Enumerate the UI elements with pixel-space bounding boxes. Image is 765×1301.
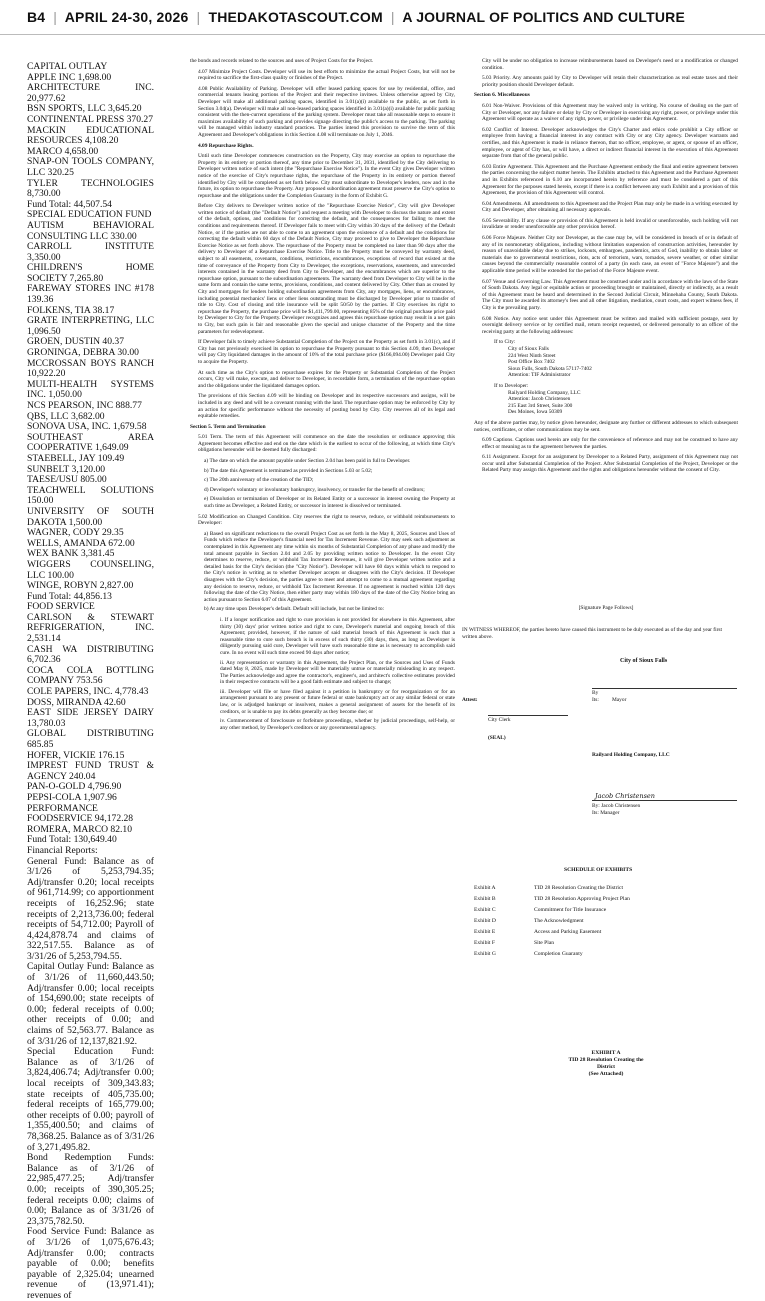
its-label: Its: bbox=[592, 697, 599, 703]
section-6-02: 6.02 Conflict of Interest. Developer acknowledges the City's Charter and ethics code prohibit a City officer or employee from having a financial interest in any contract with City or any City agency. Developer warrants and certifies, and this Agreement is made in reliance thereon, that no officer, employee, or agent, or spouse of an officer, employee, or agent of City has, or will have, a direct or indirect financial interest in the execution of this Agreement separate from that of the general public. bbox=[482, 126, 738, 160]
exhibit-label: Exhibit B bbox=[474, 896, 496, 902]
claim-line: PAN-O-GOLD 4,796.90 bbox=[27, 781, 122, 793]
claim-line: CARLSON & STEWART REFRIGERATION, INC. 2,531.14 bbox=[27, 611, 154, 645]
claim-line: SPECIAL EDUCATION FUND bbox=[27, 209, 152, 221]
paragraph: the bonds and records related to the sources and uses of Project Costs for the Project. bbox=[190, 58, 374, 64]
claim-line: Special Education Fund: Balance as of 3/1/26 of 3,824,406.74; Adj/transfer 0.00; local receipts of 309,343.83; state receipts of 405,735.00; federal receipts of 165,779.00; other receipts of 0.00; payroll of 1,355,400.50; and claims of 78,368.25. Balance as of 3/31/26 of 3,271,495.82. bbox=[27, 1046, 154, 1153]
address-line: Post Office Box 7402 bbox=[508, 359, 555, 366]
address-line: Des Moines, Iowa 50309 bbox=[508, 409, 563, 416]
exhibit-label: Exhibit D bbox=[474, 918, 496, 924]
tagline: A JOURNAL OF POLITICS AND CULTURE bbox=[402, 9, 686, 25]
address-label: If to City: bbox=[494, 339, 516, 346]
claim-line: Fund Total: 44,856.13 bbox=[27, 590, 112, 602]
list-item: ii. Any representation or warranty in this Agreement, the Project Plan, or the Sources and Uses of Funds dated May 8, 2025, made by Developer will be materially untrue or materially misleading in any respect. The Parties acknowledge and agree the contractor's, engineer's, and architect's collective estimates provided in their respective contracts will be a good faith estimate and subject to change; bbox=[220, 659, 455, 686]
list-item: e) Dissolution or termination of Developer or its Related Entity or a successor in interest owning the Property at such time as Developer, a Related Entity, or successor in interest is dissolved or terminated. bbox=[204, 496, 455, 510]
claim-line: FOOD SERVICE bbox=[27, 601, 95, 613]
claim-line: Capital Outlay Fund: Balance as of 3/1/26 of 11,660,443.50; Adj/transfer 0.00; local receipts of 154,690.00; state receipts of 0.00; federal receipts of 0.00; other receipts of 0.00; and claims of 52,563.77. Balance as of 3/31/26 of 12,137,821.92. bbox=[27, 961, 154, 1047]
claim-line: MACKIN EDUCATIONAL RESOURCES 4,108.20 bbox=[27, 124, 154, 147]
claim-line: PERFORMANCE FOODSERVICE 94,172.28 bbox=[27, 802, 134, 825]
agreement-column-3 bbox=[474, 58, 738, 478]
exhibit-label: Exhibit F bbox=[474, 940, 495, 946]
notice-paragraph: Any of the above parties may, by notice given hereunder, designate any further or different addresses to which subsequent notices, certificates, or other communications may be sent. bbox=[474, 419, 738, 433]
claim-line: Financial Reports: bbox=[27, 844, 98, 856]
city-address bbox=[494, 339, 738, 379]
list-item: i. If a longer notification and right to cure provision is not provided for elsewhere in this Agreement, after thirty (30) days' prior written notice and right to cure, Developer's material and ongoing breach of this Agreement; provided, however, if the nature of said material breach of this Agreement is such that a reasonable time to cure such breach is in excess of such thirty (30) days, then, as long as Developer is diligently pursuing said cure, Developer will have such reasonable time as is necessary to accomplish said cure. In no event will such time exceed 90 days after notice; bbox=[220, 616, 455, 656]
claim-line: SONOVA USA, INC. 1,679.58 bbox=[27, 421, 147, 433]
claim-line: HOFER, VICKIE 176.15 bbox=[27, 749, 125, 761]
signature-line bbox=[592, 800, 737, 801]
claim-line: WINGE, ROBYN 2,827.00 bbox=[27, 580, 134, 592]
claim-line: SNAP-ON TOOLS COMPANY, LLC 320.25 bbox=[27, 156, 154, 178]
site-link[interactable]: THEDAKOTASCOUT.COM bbox=[208, 9, 383, 25]
exhibit-row bbox=[474, 929, 738, 940]
attest-label: Attest: bbox=[462, 697, 478, 703]
list-item: b) The date this Agreement is terminated as provided in Sections 5.03 or 5.02; bbox=[204, 467, 373, 474]
section-6-08: 6.08 Notice. Any notice sent under this Agreement must be written and mailed with sufficient postage, sent by overnight delivery service or by certified mail, return receipt requested, or delivered personally to an officer of the receiving party at the following addresses: bbox=[482, 315, 738, 335]
signature-line bbox=[592, 688, 737, 689]
exhibit-title: TID 28 Resolution Creating the District bbox=[534, 885, 624, 891]
claim-line: CAPITAL OUTLAY bbox=[27, 61, 108, 72]
header-line: B4 | APRIL 24-30, 2026 | THEDAKOTASCOUT.COM | A JOURNAL OF POLITICS AND CULTURE bbox=[27, 9, 686, 25]
list-item: iii. Developer will file or have filed against it a petition in bankruptcy or for reorganization or for an arrangement pursuant to any present or future federal or state bankruptcy act or any similar federal or state law, or is adjudged bankrupt or insolvent, makes a general assignment of assets for the benefit of its creditors, or is unable to pay its debts generally as they become due; or bbox=[220, 688, 455, 715]
section-4-09-c: If Developer fails to timely achieve Substantial Completion of the Project on the Property as set forth in 3.01(c), and if City has not previously exercised its option to repurchase the Property pursuant to this Section 4.09, then Developer will pay City liquidated damages in the amount of 10% of the total purchase price ($166,094.00) Developer paid City to acquire the Property. bbox=[198, 339, 455, 365]
claim-line: TEACHWELL SOLUTIONS 150.00 bbox=[27, 484, 154, 507]
section-4-07: 4.07 Minimize Project Costs. Developer will use its best efforts to minimize the actual Project Costs, but will not be required to sacrifice the first-class quality or finishes of the Project. bbox=[198, 68, 455, 82]
section-4-08: 4.08 Public Availability of Parking. Developer will offer leased parking spaces for use by residential, office, and commercial tenants leasing portions of the Project and their respective invitees. Unless otherwise agreed by City, Developer will make all additional parking spaces, identified in 3.01(a)(i) available to the public, as set forth in Section 3.04(a). Developer will make all non-leased parking spaces identified in 3.01(a)(i) available for public parking consistent with the then-current operations of the parking system. Developer must take all reasonable steps to ensure it maximizes availability of such parking and provides signage directing the public's access to the parking. The parking will be managed within industry standard practices. The parties intend this provision to survive the term of this Agreement and Developer's obligations in this Section 4.08 will terminate on July 1, 2046. bbox=[198, 85, 455, 138]
exhibit-row bbox=[474, 896, 738, 907]
by-label: By bbox=[592, 690, 599, 696]
claim-line: TYLER TECHNOLOGIES 8,730.00 bbox=[27, 177, 154, 200]
address-line: Attention: Jacob Christensen bbox=[508, 396, 571, 403]
claim-line: IMPREST FUND TRUST & AGENCY 240.04 bbox=[27, 760, 154, 782]
section-6-01: 6.01 Non-Waiver. Provisions of this Agreement may be waived only in writing. No course of dealing on the part of City or Developer, nor any failure or delay by City or Developer in exercising any right, power, or privilege under this Agreement will operate as a waiver of any right, power, or privilege under this Agreement. bbox=[482, 102, 738, 123]
exhibits-title: SCHEDULE OF EXHIBITS bbox=[564, 867, 633, 873]
paragraph: City will be under no obligation to increase reimbursements based on Developer's need or a modification or changed condition. bbox=[482, 58, 738, 71]
developer-address bbox=[494, 383, 738, 416]
list-item: iv. Commencement of foreclosure or forfeiture proceedings, whether by judicial proceedings, self-help, or any other method, by Developer's creditors or any governmental agency. bbox=[220, 718, 455, 731]
page-header bbox=[0, 0, 765, 35]
claim-line: WAGNER, CODY 29.35 bbox=[27, 527, 124, 539]
exhibit-label: Exhibit E bbox=[474, 929, 496, 935]
claim-line: General Fund: Balance as of 3/1/26 of 5,253,794.35; Adj/transfer 0.20; local receipts of 961,714.99; co apportionment receipts of 16,252.96; state receipts of 2,213,736.00; federal receipts of 54,712.00; Payroll of 4,424,878.74 and claims of 322,517.55. Balance as of 3/31/26 of 5,253,794.55. bbox=[27, 855, 154, 962]
claim-line: Bond Redemption Funds: Balance as of 3/1/26 of 22,985,477.25; Adj/transfer 0.00; receipts of 390,305.25; federal receipts 0.00; claims of 0.00; Balance as of 3/31/26 of 23,375,782.50. bbox=[27, 1152, 154, 1227]
section-5-02: 5.02 Modification on Changed Condition. City reserves the right to reserve, reduce, or withhold reimbursements to Developer: bbox=[198, 513, 455, 527]
exhibit-title: The Acknowledgment bbox=[534, 918, 584, 924]
address-line: City of Sioux Falls bbox=[508, 345, 549, 352]
section-4-09-b: Before City delivers to Developer written notice of the "Repurchase Exercise Notice", City will give Developer written notice of default (the "Default Notice") and request a meeting with Developer to discuss the nature and extent of the default, options, and conditions for correcting the default, and the consequences for failing to meet the conditions and requirements thereof. If Developer fails to meet with City within 30 days of the delivery of the Default Notice, or if the parties are not able to come to an agreement upon the existence of a default and the conditions for correcting the default within 60 days of the Default Notice, City may proceed to give to Developer the Repurchase Exercise Notice as set forth above. The repurchase of the Property must be completed no later than 90 days after the delivery to Developer of a Repurchase Exercise Notice. Title to the Property must be conveyed by warranty deed, subject to all easements, covenants, conditions, restrictions, encumbrances, exceptions of record that existed at the time of conveyance of the Property from City to Developer, the exceptions, reservations, easements, and unrecorded interests contained in the warranty deed from City to Developer, and the encumbrances which are superior to the repurchase option, pursuant to the subordination agreements. The warranty deed from Developer to City will be in the same form and contain the same terms, provisions, conditions, and content delivered by City. Other than as created by City and mortgages for lenders holding subordination agreements from City, any mortgages, liens, or encumbrances, including potential mechanics' liens or other liens outstanding must be discharged by Developer prior to transfer of title to City. Cost of closing and title insurance will be split 50/50 by the parties. If City exercises its right to repurchase the Property, the purchase price will be $1,411,799.00, representing 85% of the original purchase price paid by Developer to City for the Property. Developer recognizes and agrees this repurchase option may result in a net gain to City, but such gain is fair and reasonable given the special and unique character of the Property and the time parameters for redevelopment. bbox=[198, 203, 455, 335]
claim-line: STAEBELL, JAY 109.49 bbox=[27, 452, 125, 464]
signature-line bbox=[488, 715, 568, 716]
schedule-of-exhibits bbox=[474, 867, 738, 962]
claim-line: APPLE INC 1,698.00 bbox=[27, 71, 112, 83]
exhibit-a-line: District bbox=[596, 1064, 616, 1070]
claim-line: FOLKENS, TIA 38.17 bbox=[27, 304, 115, 316]
section-6-06: 6.06 Force Majeure. Neither City nor Developer, as the case may be, will be considered in breach of or in default of any of its nonmonetary obligations, including without limitation suspension of construction activities, hereunder by reason of unavoidable delay due to strikes, lockouts, embargoes, pandemics, acts of God, inability to obtain labor or materials due to governmental restrictions, riots, acts of terrorism, wars, tornados, severe weather, or other similar causes beyond the commercially reasonable control of a party (in each case, an event of "Force Majeure") and the applicable time period will be extended for the period of the Force Majeure event. bbox=[482, 235, 738, 275]
signature-city: City of Sioux Falls bbox=[620, 658, 668, 664]
claim-line: CHILDREN'S HOME SOCIETY 7,265.80 bbox=[27, 262, 154, 284]
claim-line: MULTI-HEALTH SYSTEMS INC. 1,050.00 bbox=[27, 378, 154, 401]
claim-line: CARROLL INSTITUTE 3,350.00 bbox=[27, 241, 154, 263]
exhibit-row bbox=[474, 907, 738, 918]
claim-line: CONTINENTAL PRESS 370.27 bbox=[27, 113, 153, 125]
exhibit-row bbox=[474, 940, 738, 951]
claim-line: BSN SPORTS, LLC 3,645.20 bbox=[27, 103, 142, 115]
claim-line: GRONINGA, DEBRA 30.00 bbox=[27, 347, 139, 359]
exhibit-a-title: EXHIBIT A bbox=[591, 1050, 621, 1056]
exhibit-row bbox=[474, 918, 738, 929]
claim-line: GLOBAL DISTRIBUTING 685.85 bbox=[27, 728, 154, 750]
section-6-03: 6.03 Entire Agreement. This Agreement and the Purchase Agreement embody the final and entire agreement between the parties concerning the subject matter herein. The Exhibits attached to this Agreement and the Purchase Agreement and its Exhibits referenced in 6.10 are incorporated herein by reference and must be considered a part of this Agreement for the purposes stated herein, except if there is a conflict between any such Exhibit and a provision of this Agreement, the provision of this Agreement will control. bbox=[482, 163, 738, 197]
claim-line: DOSS, MIRANDA 42.60 bbox=[27, 696, 126, 708]
section-5-03: 5.03 Priority. Any amounts paid by City to Developer will retain their characterization as real estate taxes and their priority position should Developer default. bbox=[482, 75, 738, 88]
claim-line: WEX BANK 3,381.45 bbox=[27, 548, 115, 560]
list-item: b) At any time upon Developer's default. Default will include, but not be limited to: bbox=[204, 606, 385, 613]
section-6-09: 6.09 Captions. Captions used herein are only for the convenience of reference and may not be construed to have any effect or meaning as to the agreement between the parties. bbox=[482, 437, 738, 450]
mayor-label: Mayor bbox=[612, 697, 627, 703]
exhibit-label: Exhibit G bbox=[474, 951, 496, 957]
term-list bbox=[204, 458, 455, 510]
claim-line: AUTISM BEHAVIORAL CONSULTING LLC 330.00 bbox=[27, 219, 154, 242]
address-line: 224 West Ninth Street bbox=[508, 352, 556, 359]
issue-date: APRIL 24-30, 2026 bbox=[64, 9, 189, 25]
claim-line: SOUTHEAST AREA COOPERATIVE 1,649.09 bbox=[27, 431, 154, 454]
section-6-04: 6.04 Amendments. All amendments to this Agreement and the Project Plan may only be made in a writing executed by City and Developer, after obtaining all necessary approvals. bbox=[482, 200, 738, 214]
address-line: 215 East 3rd Street, Suite 300 bbox=[508, 402, 573, 409]
exhibit-label: Exhibit A bbox=[474, 885, 496, 891]
exhibit-a-line: TID 28 Resolution Creating the bbox=[568, 1057, 644, 1063]
exhibits-list bbox=[474, 885, 738, 962]
claim-line: WELLS, AMANDA 672.00 bbox=[27, 537, 135, 549]
section-4-09-e: The provisions of this Section 4.09 will be binding on Developer and its respective successors and assigns, will be included in any deed and will be a covenant running with the land. The repurchase option may be enforced by City by an action for specific performance without the necessity of posting bond by City. City reserves all of its legal and equitable remedies. bbox=[198, 393, 455, 420]
exhibit-row bbox=[474, 885, 738, 896]
claim-line: Food Service Fund: Balance as of 3/1/26 of 1,075,676.43; Adj/transfer 0.00; contracts payable of 0.00; benefits payable of 2,325.04; unearned revenue of (13,971.41); revenues of bbox=[27, 1226, 154, 1301]
list-item: c) The 20th anniversary of the creation of the TID; bbox=[204, 477, 314, 484]
exhibit-title: Commitment for Title Insurance bbox=[534, 907, 607, 913]
section-5-heading: Section 5. Term and Termination bbox=[190, 423, 266, 430]
claim-line: FAREWAY STORES INC #178 139.36 bbox=[27, 283, 154, 306]
claim-line: GRATE INTERPRETING, LLC 1,096.50 bbox=[27, 315, 154, 337]
claim-line: QBS, LLC 3,682.00 bbox=[27, 410, 105, 422]
claim-line: ARCHITECTURE INC. 20,977.62 bbox=[27, 82, 154, 104]
claim-line: GROEN, DUSTIN 40.37 bbox=[27, 336, 125, 348]
claim-line: MARCO 4,658.00 bbox=[27, 145, 99, 157]
page-number: B4 bbox=[27, 9, 46, 25]
list-item: a) The date on which the amount payable under Section 2.04 has been paid in full to Developer. bbox=[204, 458, 411, 465]
agreement-column-2 bbox=[190, 58, 455, 735]
address-label: If to Developer: bbox=[494, 382, 529, 389]
city-clerk-label: City Clerk bbox=[488, 717, 511, 723]
claim-line: WIGGERS COUNSELING, LLC 100.00 bbox=[27, 558, 154, 581]
default-list bbox=[220, 617, 455, 732]
exhibit-title: TID 28 Resolution Approving Project Plan bbox=[534, 896, 630, 902]
address-line: Attention: TIF Administrator bbox=[508, 372, 571, 379]
modification-list bbox=[204, 531, 455, 613]
section-6-05: 6.05 Severability. If any clause or provision of this Agreement is held invalid or unenforceable, such holding will not invalidate or render unenforceable any other provision hereof. bbox=[482, 217, 738, 231]
address-line: Sioux Falls, South Dakota 57117-7402 bbox=[508, 365, 592, 372]
exhibit-title: Access and Parking Easement bbox=[534, 929, 602, 935]
section-4-09-heading: 4.09 Repurchase Rights. bbox=[198, 142, 254, 149]
claim-line: COCA COLA BOTTLING COMPANY 753.56 bbox=[27, 664, 154, 687]
section-4-09-a: Until such time Developer commences construction on the Property, City may exercise an option to repurchase the Property in its entirety or portion thereof, any time prior to December 31, 2031, identified by the City delivering to Developer written notice of such intent (the "Repurchase Exercise Notice"). In the event City gives Developer written notice of the exercise of City's repurchase rights, the repurchase of the Property in its entirety or portion thereof identified by City will be completed as set forth below. City must subordinate to Developer's lenders, now and in the future, its option to repurchase the Property. Any proposed subordination agreement must preserve the City's option to repurchase and the obligations under the Completion Guaranty in the form of Exhibit G. bbox=[198, 153, 455, 199]
address-block bbox=[494, 346, 738, 379]
claim-line: COLE PAPERS, INC. 4,778.43 bbox=[27, 686, 149, 698]
claim-line: SUNBELT 3,120.00 bbox=[27, 463, 106, 475]
claims-column bbox=[27, 62, 154, 1301]
claim-line: UNIVERSITY OF SOUTH DAKOTA 1,500.00 bbox=[27, 505, 154, 528]
exhibit-a-block bbox=[474, 1050, 738, 1078]
exhibit-a-note: (See Attached) bbox=[588, 1071, 624, 1077]
exhibit-title: Completion Guaranty bbox=[534, 951, 583, 957]
by-label: By: Jacob Christensen bbox=[592, 803, 641, 809]
section-6-heading: Section 6. Miscellaneous bbox=[474, 92, 530, 99]
claim-line: Fund Total: 130,649.40 bbox=[27, 834, 117, 846]
signature-page-follows: [Signature Page Follows] bbox=[578, 605, 634, 611]
its-label: Its: Manager bbox=[592, 810, 620, 816]
company-name: Railyard Holding Company, LLC bbox=[592, 752, 670, 758]
claim-line: NCS PEARSON, INC 888.77 bbox=[27, 400, 142, 411]
section-6-07: 6.07 Venue and Governing Law. This Agreement must be construed under and in accordance with the laws of the State of South Dakota. Any legal or equitable action or proceeding brought or maintained, directly or indirectly, as a result of this Agreement must be heard and determined in the Second Judicial Circuit, Minnehaha County, South Dakota. The City must be awarded its attorney's fees and all other litigation, mediation, court costs, and expert witness fees, if City is the prevailing party. bbox=[482, 278, 738, 311]
exhibit-label: Exhibit C bbox=[474, 907, 496, 913]
exhibit-row bbox=[474, 951, 738, 962]
list-item: d) Developer's voluntary or involuntary bankruptcy, insolvency, or transfer for the benefit of creditors; bbox=[204, 486, 425, 493]
claim-line: PEPSI-COLA 1,907.96 bbox=[27, 791, 117, 803]
claim-line: ROMERA, MARCO 82.10 bbox=[27, 823, 133, 835]
list-item: a) Based on significant reductions to the overall Project Cost as set forth in the May 8, 2025, Sources and Uses of Funds which reduce the Developer's financial need for Tax Increment Revenue. City may seek such adjustment as contemplated in this Agreement any time within six months of Substantial Completion of any phase and modify the total amount payable in Section 2.04 and 2.05 by providing written notice to Developer. In the event City determines to reserve, reduce, or withhold Tax Increment Revenues, it will give Developer written notice and a detailed basis for the City's decision (the "City Notice"). Developer will have 60 days within which to respond to the City's notice in writing as to whether Developer accepts or disagrees with the City's decision. If Developer disagrees with the City's decision, the parties agree to meet and attempt to come to a mutual agreement regarding any decision to reserve, reduce, or withhold Tax Increment Revenue. If no agreement is reached within 120 days following the date of the City Notice, then either party may within 180 days of the date of the City Notice bring an action pursuant to Section 6.07 of this Agreement. bbox=[204, 530, 455, 603]
claim-line: TAESE/USU 805.00 bbox=[27, 474, 107, 486]
exhibit-title: Site Plan bbox=[534, 940, 555, 946]
address-line: Railyard Holding Company, LLC bbox=[508, 389, 581, 396]
section-5-01: 5.01 Term. The term of this Agreement will commence on the date the resolution or ordinance approving this Agreement becomes effective and end on the date which is the earliest to occur of the following, at which time City's obligations hereunder will be deemed fully discharged: bbox=[198, 434, 455, 454]
handwritten-signature: Jacob Christensen bbox=[595, 792, 655, 800]
address-block bbox=[494, 390, 738, 416]
claim-line: CASH WA DISTRIBUTING 6,702.36 bbox=[27, 643, 154, 666]
claim-line: MCCROSSAN BOYS RANCH 10,922.20 bbox=[27, 357, 154, 380]
claim-line: Fund Total: 44,507.54 bbox=[27, 198, 112, 210]
witness-statement: IN WITNESS WHEREOF, the parties hereto have caused this instrument to be duly executed as of the day and year first written above. bbox=[462, 627, 722, 640]
section-4-09-d: At such time as the City's option to repurchase expires for the Property or Substantial Completion of the Project occurs, City will make, execute, and deliver to Developer, in recordable form, a termination of the repurchase option and the obligations under the liquidated damages option. bbox=[198, 369, 455, 389]
section-6-11: 6.11 Assignment. Except for an assignment by Developer to a Related Party, assignment of this Agreement may not occur until after Substantial Completion of the Project. After Substantial Completion of the Project, Developer or the Related Party may assign this Agreement and the rights and obligations hereunder without the consent of City. bbox=[482, 454, 738, 474]
claim-line: EAST SIDE JERSEY DAIRY 13,780.03 bbox=[27, 707, 154, 729]
seal-label: (SEAL) bbox=[488, 735, 506, 741]
